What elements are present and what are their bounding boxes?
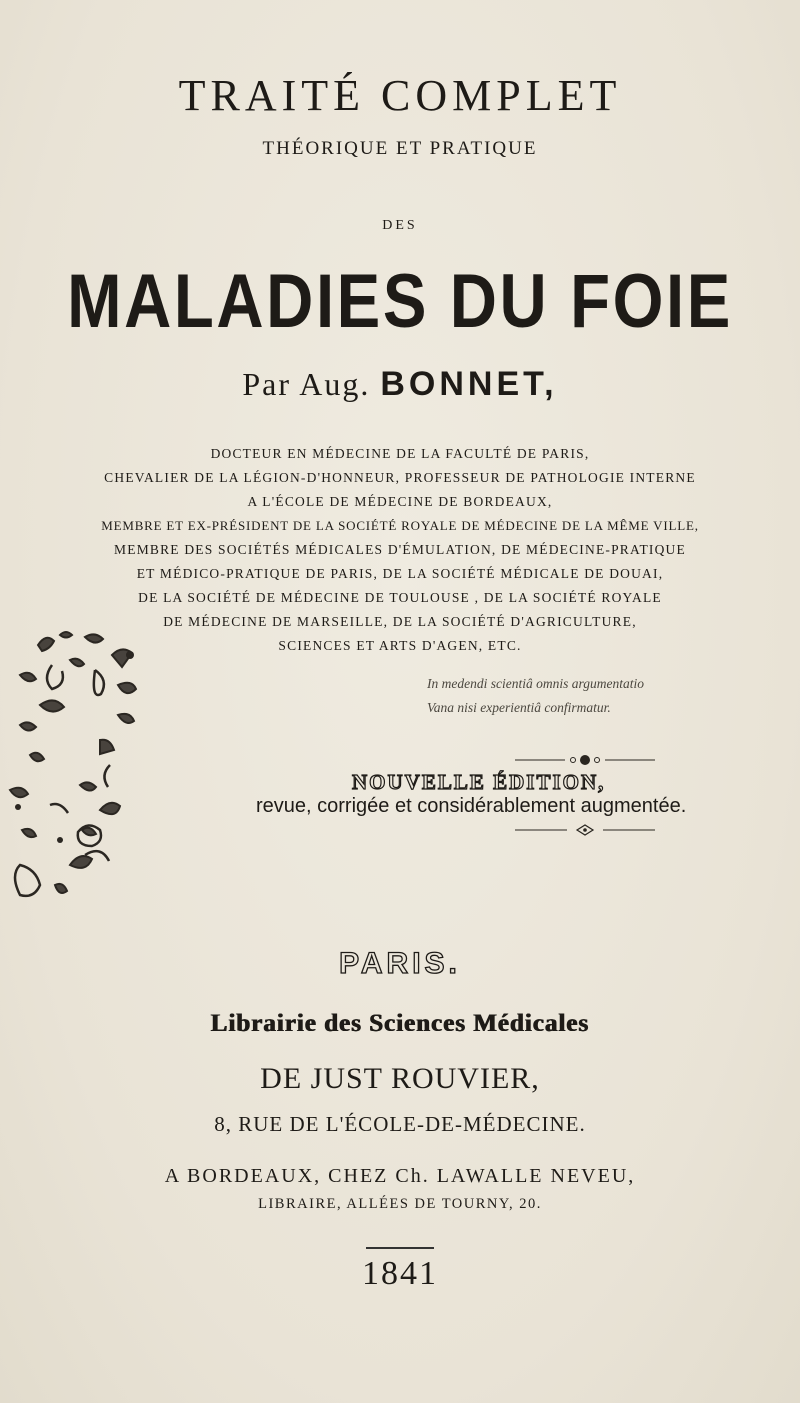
edition-subtitle: revue, corrigée et considérablement augmentée.: [256, 795, 687, 817]
main-title: MALADIES DU FOIE: [67, 259, 733, 344]
credential-line: SCIENCES ET ARTS D'AGEN, ETC.: [278, 638, 522, 653]
bordeaux-seller: A BORDEAUX, CHEZ Ch. LAWALLE NEVEU,: [164, 1165, 636, 1187]
publisher-name: Librairie des Sciences Médicales: [210, 1010, 590, 1037]
title-line-2: THÉORIQUE ET PRATIQUE: [262, 138, 538, 159]
ornament-divider: [515, 822, 655, 838]
publisher-address: 8, RUE DE L'ÉCOLE-DE-MÉDECINE.: [214, 1112, 586, 1136]
author-prefix: Par Aug.: [242, 366, 371, 402]
author-line: [0, 365, 800, 404]
ornament-divider: [515, 752, 655, 768]
credential-line: DE MÉDECINE DE MARSEILLE, DE LA SOCIÉTÉ D'AGRICULTURE,: [163, 614, 637, 629]
title-line-3: DES: [382, 218, 418, 233]
author-name: BONNET,: [380, 365, 558, 403]
credential-line: CHEVALIER DE LA LÉGION-D'HONNEUR, PROFESSEUR DE PATHOLOGIE INTERNE: [104, 470, 696, 485]
credential-line: DOCTEUR EN MÉDECINE DE LA FACULTÉ DE PARIS,: [210, 446, 590, 461]
publication-year: 1841: [362, 1255, 438, 1292]
credential-line: ET MÉDICO-PRATIQUE DE PARIS, DE LA SOCIÉTÉ MÉDICALE DE DOUAI,: [136, 566, 664, 581]
credential-line: DE LA SOCIÉTÉ DE MÉDECINE DE TOULOUSE , DE LA SOCIÉTÉ ROYALE: [138, 590, 662, 605]
year-rule: [366, 1247, 434, 1249]
credential-line: MEMBRE DES SOCIÉTÉS MÉDICALES D'ÉMULATION, DE MÉDECINE-PRATIQUE: [114, 542, 686, 557]
bordeaux-address: LIBRAIRE, ALLÉES DE TOURNY, 20.: [258, 1196, 542, 1212]
credential-line: A L'ÉCOLE DE MÉDECINE DE BORDEAUX,: [247, 494, 553, 509]
imprint-city: PARIS.: [339, 947, 461, 980]
motto-line-2: Vana nisi experientiâ confirmatur.: [427, 700, 611, 715]
motto-line-1: In medendi scientiâ omnis argumentatio: [427, 676, 644, 691]
library-stamp-icon: [0, 615, 170, 915]
edition-title: NOUVELLE ÉDITION,: [352, 770, 606, 794]
publisher-owner: DE JUST ROUVIER,: [260, 1062, 540, 1095]
credential-line: MEMBRE ET EX-PRÉSIDENT DE LA SOCIÉTÉ ROYALE DE MÉDECINE DE LA MÊME VILLE,: [101, 518, 699, 533]
title-line-1: TRAITÉ COMPLET: [178, 71, 622, 120]
